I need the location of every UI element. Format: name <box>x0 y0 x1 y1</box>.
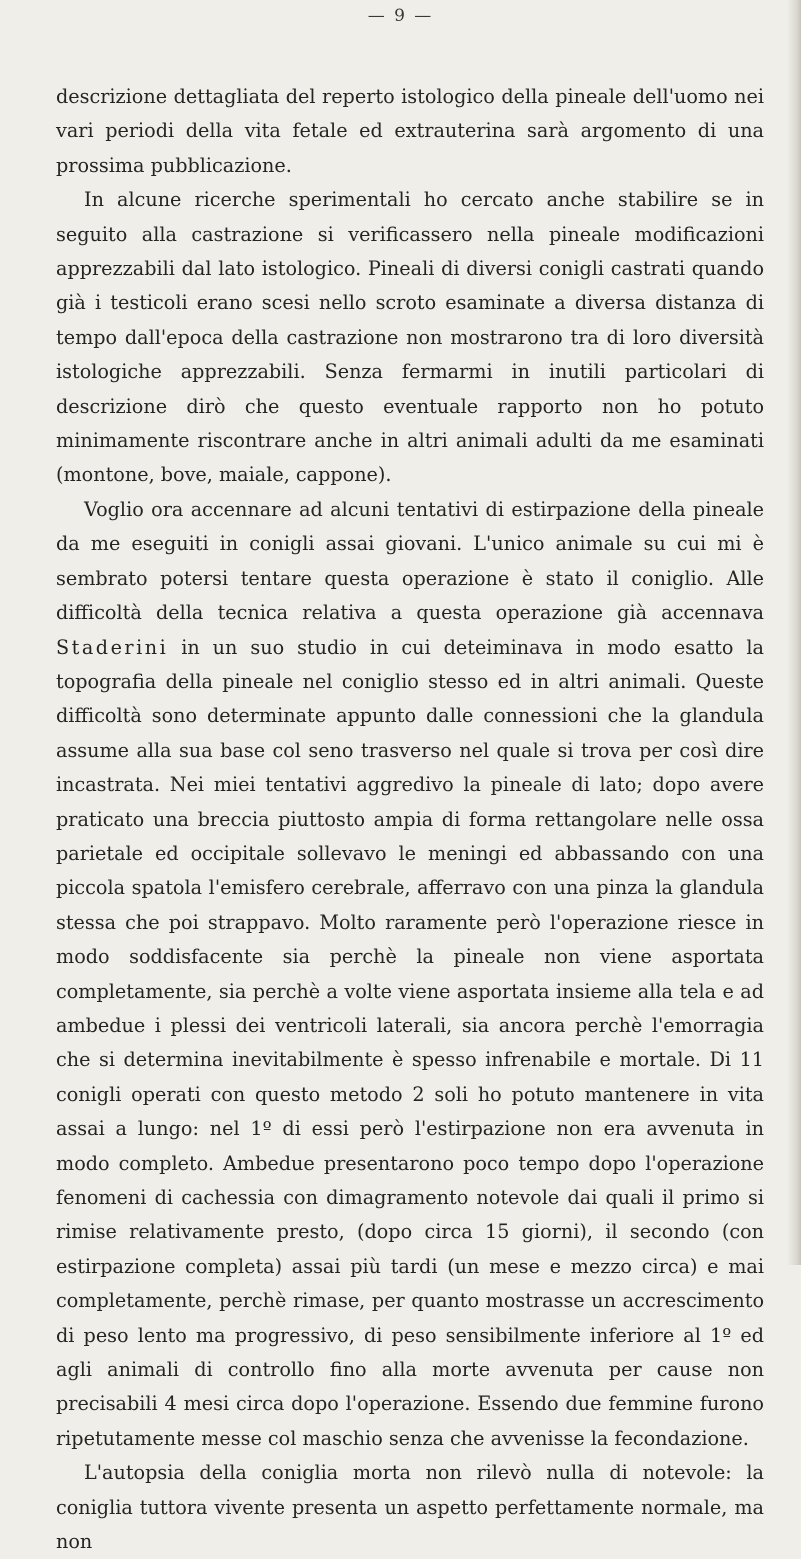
paragraph-1: descrizione dettagliata del reperto istologico della pineale dell'uomo nei vari periodi della vita fetale ed extrauterina sarà argomento di una prossima pubblicazione. <box>56 85 764 177</box>
paragraph-3 <box>56 493 764 1456</box>
paragraph-3-part-1: Voglio ora accennare ad alcuni tentativi di estirpazione della pineale da me eseguiti in conigli assai giovani. L'unico animale su cui mi è sembrato potersi tentare questa operazione è stato il coniglio. Alle difficoltà della tecnica relativa a questa operazione già accennava <box>56 497 764 625</box>
paragraph-2: In alcune ricerche sperimentali ho cercato anche stabilire se in seguito alla castrazione si verificassero nella pineale modificazioni apprezzabili dal lato istologico. Pineali di diversi conigli castrati quando già i testicoli erano scesi nello scroto esaminate a diversa distanza di tempo dall'epoca della castrazione non mostrarono tra di loro diversità istologiche apprezzabili. Senza fermarmi in inutili particolari di descrizione dirò che questo eventuale rapporto non ho potuto minimamente riscontrare anche in altri animali adulti da me esaminati (montone, bove, maiale, cappone). <box>56 188 764 487</box>
body-text <box>56 80 764 1559</box>
cited-author-name: Staderini <box>56 635 169 659</box>
page-edge-shadow <box>787 0 801 1265</box>
paragraph-3-part-2: in un suo studio in cui deteiminava in modo esatto la topografia della pineale nel coniglio stesso ed in altri animali. Queste difficoltà sono determinate appunto dalle connessioni che la glandula assume alla sua base col seno trasverso nel quale si trova per così dire incastrata. Nei miei tentativi aggredivo la pineale di lato; dopo avere praticato una breccia piuttosto ampia di forma rettangolare nelle ossa parietale ed occipitale sollevavo le meningi ed abbassando con una piccola spatola l'emisfero cerebrale, afferravo con una pinza la glandula stessa che poi strappavo. Molto raramente però l'operazione riesce in modo soddisfacente sia perchè la pineale non viene asportata completamente, sia perchè a volte viene asportata insieme alla tela e ad ambedue i plessi dei ventricoli laterali, sia ancora perchè l'emorragia che si determina inevitabilmente è spesso infrenabile e mortale. Di 11 conigli operati con questo metodo 2 soli ho potuto mantenere in vita assai a lungo: nel 1º di essi però l'estirpazione non era avvenuta in modo completo. Ambedue presentarono poco tempo dopo l'operazione fenomeni di cachessia con dimagramento notevole dai quali il primo si rimise relativamente presto, (dopo circa 15 giorni), il secondo (con estirpazione completa) assai più tardi (un mese e mezzo circa) e mai completamente, perchè rimase, per quanto mostrasse un accrescimento di peso lento ma progressivo, di peso sensibilmente inferiore al 1º ed agli animali di controllo fino alla morte avvenuta per cause non precisabili 4 mesi circa dopo l'operazione. Essendo due femmine furono ripetutamente messe col maschio senza che avvenisse la fecondazione. <box>56 635 764 1450</box>
paragraph-4: L'autopsia della coniglia morta non rilevò nulla di notevole: la coniglia tuttora vivente presenta un aspetto perfettamente normale, ma non <box>56 1461 764 1554</box>
page-number: — 9 — <box>367 6 434 26</box>
